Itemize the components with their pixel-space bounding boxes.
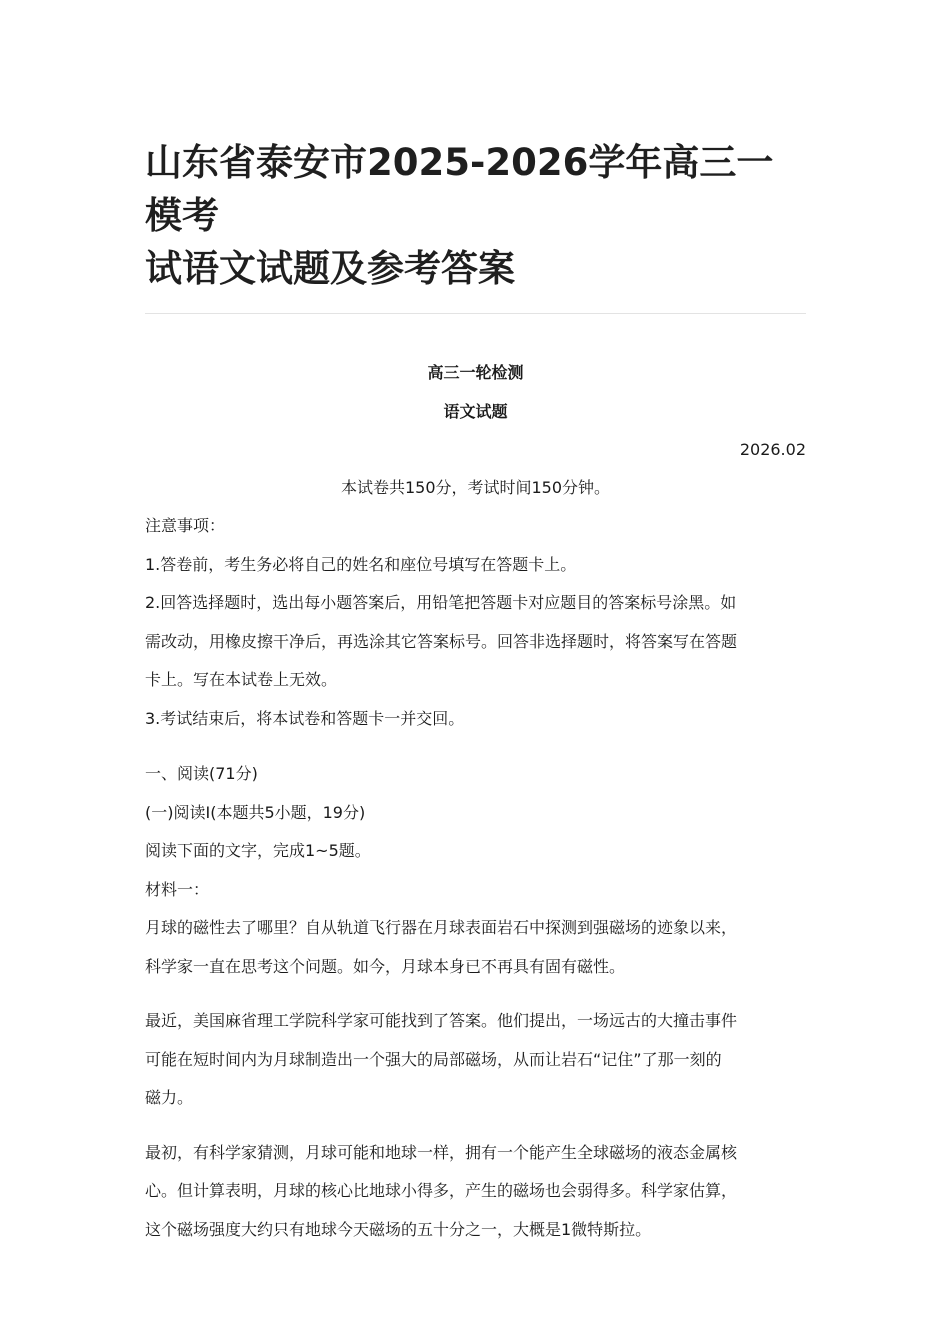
article-paragraph <box>145 909 806 986</box>
exam-header: 高三一轮检测 <box>427 363 524 382</box>
notes-block <box>145 507 806 738</box>
paragraph-line: 心。但计算表明，月球的核心比地球小得多，产生的磁场也会弱得多。科学家估算， <box>145 1181 738 1200</box>
paragraph-line: 月球的磁性去了哪里？自从轨道飞行器在月球表面岩石中探测到强磁场的迹象以来， <box>145 918 738 937</box>
exam-subject: 语文试题 <box>443 402 508 421</box>
section-title: 一、阅读(71分) <box>145 764 258 783</box>
paragraph-line: 最初，有科学家猜测，月球可能和地球一样，拥有一个能产生全球磁场的液态金属核 <box>145 1142 738 1162</box>
note-line: 需改动，用橡皮擦干净后，再选涂其它答案标号。回答非选择题时，将答案写在答题 <box>145 631 738 651</box>
exam-date: 2026.02 <box>739 440 806 459</box>
title-line-1: 山东省泰安市2025-2026学年高三一模考 <box>145 141 774 237</box>
note-line: 1.答卷前，考生务必将自己的姓名和座位号填写在答题卡上。 <box>145 554 577 574</box>
reading-section <box>145 755 806 1249</box>
note-line: 3.考试结束后，将本试卷和答题卡一并交回。 <box>145 708 465 728</box>
paragraph-line: 这个磁场强度大约只有地球今天磁场的五十分之一，大概是1微特斯拉。 <box>145 1219 652 1239</box>
instruction: 阅读下面的文字，完成1~5题。 <box>145 841 371 860</box>
subsection-title: (一)阅读Ⅰ(本题共5小题，19分) <box>145 802 366 822</box>
paragraph-line: 可能在短时间内为月球制造出一个强大的局部磁场，从而让岩石“记住”了那一刻的 <box>145 1049 722 1069</box>
notes-title: 注意事项： <box>145 516 226 535</box>
document-page <box>145 0 806 1249</box>
document-title <box>145 0 806 295</box>
note-line: 卡上。写在本试卷上无效。 <box>145 670 338 689</box>
material-label: 材料一： <box>145 879 210 899</box>
paragraph-line: 科学家一直在思考这个问题。如今，月球本身已不再具有固有磁性。 <box>145 956 626 976</box>
paragraph-line: 磁力。 <box>145 1088 194 1107</box>
title-line-2: 试语文试题及参考答案 <box>145 247 515 290</box>
exam-info: 本试卷共150分，考试时间150分钟。 <box>340 478 611 497</box>
article-paragraph <box>145 1002 806 1118</box>
article-paragraph <box>145 1134 806 1250</box>
note-line: 2.回答选择题时，选出每小题答案后，用铅笔把答题卡对应题目的答案标号涂黑。如 <box>145 593 737 612</box>
paragraph-line: 最近，美国麻省理工学院科学家可能找到了答案。他们提出，一场远古的大撞击事件 <box>145 1011 738 1030</box>
title-divider <box>145 313 806 314</box>
